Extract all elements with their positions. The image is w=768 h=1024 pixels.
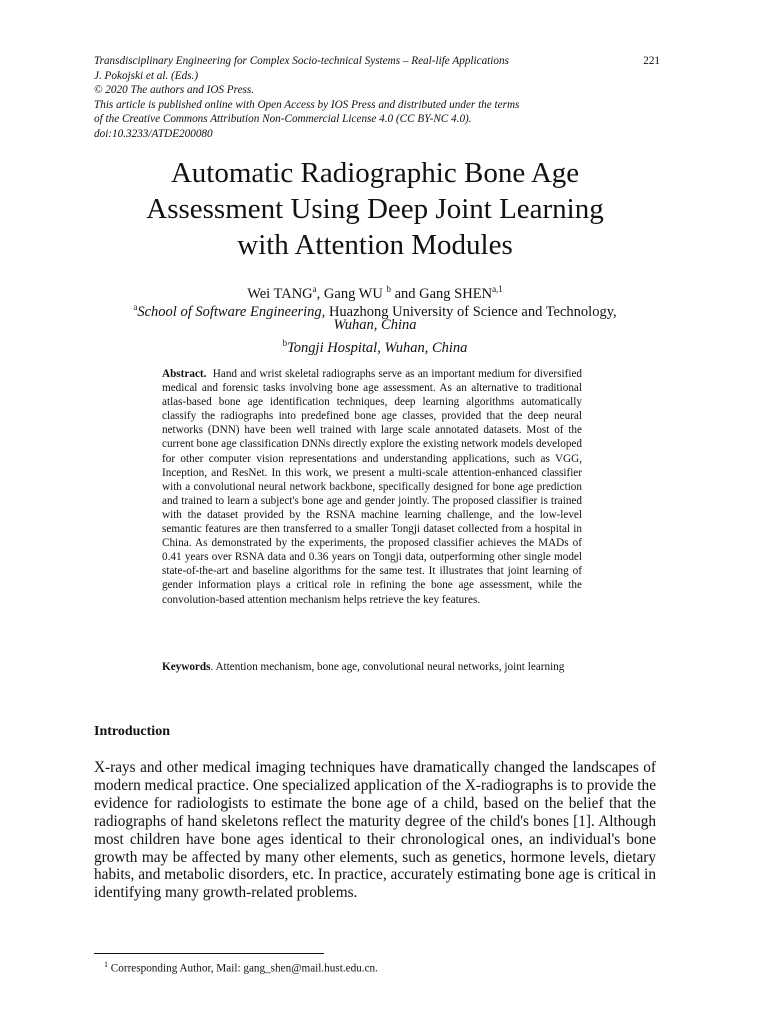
affiliation-a-city bbox=[60, 316, 690, 334]
affil-a-univ: Huazhong University of Science and Technology, bbox=[325, 303, 617, 320]
paper-title bbox=[60, 155, 690, 263]
header-line-2: J. Pokojski et al. (Eds.) bbox=[94, 69, 199, 82]
affiliation-b bbox=[60, 334, 690, 357]
abstract-label: Abstract. bbox=[162, 368, 207, 380]
introduction-text: X-rays and other medical imaging techniques have dramatically changed the landscapes of modern medical practice. One specialized application of the X-radiographs is to provide the evidence for radiologists to estimate the bone age of a child, based on the belief that the radiographs of hand skeletons reflect the maturity degree of the child's bones [1]. Although most children have bone ages identical to their chronological ones, an individual's bone growth may be affected by many other elements, such as genetics, hormone levels, dietary habits, and metabolic disorders, etc. In practice, accurately estimating bone age is critical in identifying many growth-related problems. bbox=[94, 759, 656, 902]
abstract-text: Hand and wrist skeletal radiographs serve as an important medium for diversified medical and forensic tasks involving bone age assessment. As an alternative to traditional atlas-based bone age identification techniques, deep learning algorithms automatically classify the radiographs into predefined bone age classes, provided that the deep neural networks (DNN) have been well trained with large scale annotated datasets. Most of the current bone age classification DNNs directly explore the existing network models developed for other computer vision representations and understanding applications, such as VGG, Inception, and ResNet. In this work, we present a multi-scale attention-enhanced classifier with a convolutional neural network backbone, specifically designed for bone age prediction and trained to learn a subject's bone age and gender jointly. The proposed classifier is trained with the dataset provided by the RSNA machine learning challenge, and the low-level semantic features are then transferred to a smaller Tongji dataset collected from a hospital in China. As demonstrated by the experiments, the proposed classifier achieves the MADs of 0.41 years over RSNA data and 0.36 years on Tongji data, outperforming other single model state-of-the-art and baseline algorithms for the same test. It illustrates that joint learning of gender information plays a critical role in refining the bone age assessment, while the convolution-based attention mechanism helps retrieve the key features. bbox=[162, 368, 583, 606]
affil-a-sup: a bbox=[133, 302, 138, 312]
introduction-heading: Introduction bbox=[94, 724, 170, 739]
footnote bbox=[104, 960, 378, 975]
author-1-affil: a bbox=[312, 284, 317, 294]
keywords bbox=[162, 660, 582, 674]
author-3-affil: a,1 bbox=[492, 284, 503, 294]
footnote-text: Corresponding Author, Mail: gang_shen@mail.hust.edu.cn. bbox=[108, 962, 378, 975]
affil-a-school: School of Software Engineering, bbox=[137, 303, 326, 320]
affil-b-sup: b bbox=[282, 338, 288, 348]
keywords-label: Keywords bbox=[162, 661, 211, 673]
footnote-rule bbox=[94, 953, 324, 954]
header-line-5: of the Creative Commons Attribution Non-Commercial License 4.0 (CC BY-NC 4.0). bbox=[94, 113, 472, 125]
page-number: 221 bbox=[643, 55, 660, 67]
running-header bbox=[94, 54, 660, 141]
affil-b-text: Tongji Hospital, Wuhan, China bbox=[287, 339, 468, 356]
author-3: and Gang SHEN bbox=[390, 285, 493, 302]
header-doi: doi:10.3233/ATDE200080 bbox=[94, 127, 213, 140]
title-line-3: with Attention Modules bbox=[237, 229, 513, 261]
author-1: Wei TANG bbox=[247, 285, 313, 302]
header-line-4: This article is published online with Open Access by IOS Press and distributed under the terms bbox=[94, 98, 520, 111]
footnote-mark: 1 bbox=[104, 960, 108, 969]
abstract bbox=[162, 367, 582, 607]
title-line-2: Assessment Using Deep Joint Learning bbox=[146, 193, 604, 225]
header-line-3: © 2020 The authors and IOS Press. bbox=[94, 84, 255, 96]
author-2-affil: b bbox=[386, 284, 391, 294]
header-line-1: Transdisciplinary Engineering for Complex Socio-technical Systems – Real-life Applications bbox=[94, 55, 509, 67]
title-line-1: Automatic Radiographic Bone Age bbox=[170, 157, 580, 189]
keywords-text: . Attention mechanism, bone age, convolutional neural networks, joint learning bbox=[210, 661, 565, 673]
affil-a-city: Wuhan, China bbox=[333, 317, 417, 333]
author-2: , Gang WU bbox=[316, 285, 387, 302]
